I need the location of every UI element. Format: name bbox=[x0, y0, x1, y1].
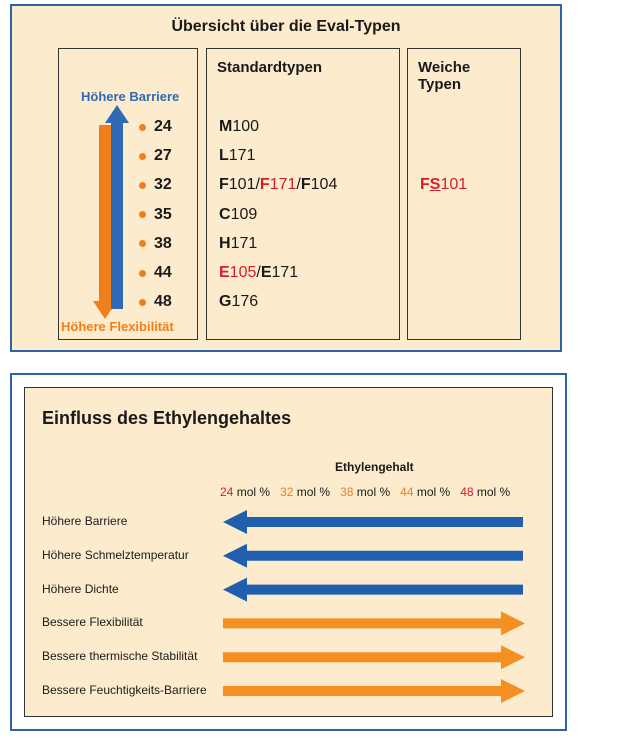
bullet-dot bbox=[139, 211, 146, 218]
type-code-part: 105 bbox=[229, 264, 257, 281]
mol-unit: mol % bbox=[233, 485, 271, 499]
right-arrow bbox=[223, 679, 525, 703]
left-arrow bbox=[223, 510, 523, 534]
soft-types-header bbox=[418, 59, 470, 93]
grades-column bbox=[58, 48, 198, 340]
type-code-part: E bbox=[219, 264, 230, 281]
type-row bbox=[219, 292, 258, 312]
type-code-part: / bbox=[256, 264, 261, 281]
mol-value: 38 bbox=[340, 485, 354, 499]
mol-value: 32 bbox=[280, 485, 294, 499]
type-code-part: H bbox=[219, 234, 231, 252]
ethylene-grade: 27 bbox=[154, 147, 172, 165]
ethylene-grade: 38 bbox=[154, 234, 172, 252]
type-code-part: 104 bbox=[310, 176, 338, 194]
type-code-part: G bbox=[219, 293, 232, 311]
grade-row bbox=[139, 117, 172, 137]
effect-label: Bessere Flexibilität bbox=[42, 615, 143, 630]
effect-label: Höhere Schmelztemperatur bbox=[42, 547, 189, 562]
type-code-part: F bbox=[300, 176, 311, 194]
type-code-part: F bbox=[259, 176, 270, 194]
ethylene-grade: 48 bbox=[154, 293, 172, 311]
type-row bbox=[420, 175, 467, 195]
ethylene-axis-title: Ethylengehalt bbox=[335, 460, 414, 474]
mol-unit: mol % bbox=[413, 485, 451, 499]
mol-value: 24 bbox=[220, 485, 234, 499]
mol-unit: mol % bbox=[293, 485, 331, 499]
effect-label: Höhere Barriere bbox=[42, 514, 128, 528]
type-code-part: M bbox=[219, 118, 233, 135]
grade-row bbox=[139, 292, 172, 312]
bullet-dot bbox=[139, 182, 146, 189]
effect-arrows bbox=[25, 388, 555, 718]
bullet-dot bbox=[139, 153, 146, 160]
type-code-part: L bbox=[219, 147, 229, 165]
type-row bbox=[219, 263, 298, 283]
type-code-part: 171 bbox=[271, 264, 299, 281]
type-code-part: 171 bbox=[228, 147, 256, 165]
type-code-part: F bbox=[219, 176, 229, 194]
ethylene-influence-panel bbox=[10, 373, 567, 731]
vertical-arrows bbox=[89, 105, 129, 325]
type-row bbox=[219, 117, 259, 137]
left-arrow bbox=[223, 544, 523, 568]
effect-label: Bessere Feuchtigkeits-Barriere bbox=[42, 683, 207, 697]
ethylene-title: Einfluss des Ethylengehaltes bbox=[42, 408, 292, 428]
left-arrow bbox=[223, 578, 523, 602]
type-row bbox=[219, 234, 257, 254]
type-code-part: 101 bbox=[440, 176, 468, 194]
bullet-dot bbox=[139, 270, 146, 277]
standard-types-column bbox=[206, 48, 400, 340]
grade-row bbox=[139, 205, 172, 225]
bullet-dot bbox=[139, 299, 146, 306]
higher-flexibility-label: Höhere Flexibilität bbox=[61, 319, 174, 334]
mol-unit: mol % bbox=[353, 485, 391, 499]
type-code-part: 100 bbox=[232, 118, 260, 135]
type-row bbox=[219, 175, 337, 195]
mol-unit: mol % bbox=[473, 485, 511, 499]
mol-value: 48 bbox=[460, 485, 474, 499]
type-code-part: 171 bbox=[269, 176, 297, 194]
higher-barrier-label: Höhere Barriere bbox=[81, 89, 180, 104]
type-row bbox=[219, 205, 257, 225]
grade-row bbox=[139, 146, 172, 166]
type-code-part: 109 bbox=[230, 205, 258, 223]
eval-types-overview-panel bbox=[10, 4, 562, 352]
standard-types-header: Standardtypen bbox=[217, 59, 323, 76]
soft-types-column bbox=[407, 48, 521, 340]
ethylene-grade: 44 bbox=[154, 264, 172, 281]
bullet-dot bbox=[139, 124, 146, 131]
type-code-part: F bbox=[420, 176, 430, 194]
type-code-part: 171 bbox=[230, 234, 258, 252]
effect-label: Höhere Dichte bbox=[42, 581, 119, 596]
ethylene-grade: 32 bbox=[154, 176, 172, 194]
soft-types-header-line2: Typen bbox=[418, 76, 462, 93]
type-row bbox=[219, 146, 255, 166]
right-arrow bbox=[223, 611, 525, 635]
soft-types-header-line1: Weiche bbox=[418, 59, 471, 76]
overview-title: Übersicht über die Eval-Typen bbox=[171, 18, 401, 35]
mol-value: 44 bbox=[400, 485, 414, 499]
type-code-part: / bbox=[296, 176, 301, 194]
type-code-part: 176 bbox=[231, 293, 259, 311]
type-code-part: E bbox=[260, 264, 272, 281]
grade-row bbox=[139, 263, 172, 283]
right-arrow bbox=[223, 645, 525, 669]
ethylene-influence-inner bbox=[24, 387, 553, 717]
effect-label: Bessere thermische Stabilität bbox=[42, 649, 198, 664]
grade-row bbox=[139, 234, 172, 254]
bullet-dot bbox=[139, 240, 146, 247]
ethylene-grade: 35 bbox=[154, 205, 172, 223]
type-code-part: C bbox=[219, 205, 231, 223]
type-code-part: 101/ bbox=[228, 176, 260, 194]
grade-row bbox=[139, 175, 172, 195]
type-code-part: S bbox=[429, 176, 441, 194]
ethylene-grade: 24 bbox=[154, 118, 172, 135]
